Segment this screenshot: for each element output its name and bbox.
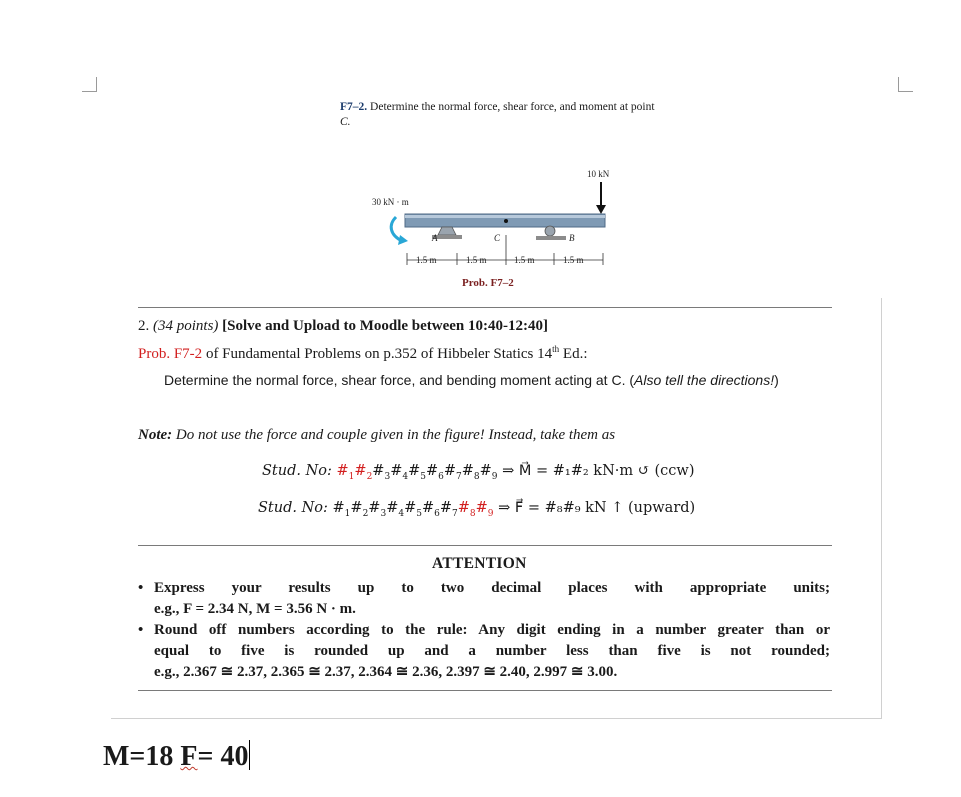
moment-arrowhead-icon — [398, 235, 408, 245]
task-main: Determine the normal force, shear force, and bending moment acting at C. ( — [164, 372, 635, 388]
load-label: 10 kN — [587, 169, 610, 179]
bullet-1-line-1: • Express your results up to two decimal places with appropriate units; — [138, 580, 830, 596]
problem-point: C. — [340, 116, 351, 128]
figure-caption: Prob. F7–2 — [462, 277, 514, 289]
bullet-2-text-2: equal to five is rounded up and a number less than five is not rounded; — [154, 643, 830, 659]
attention-title: ATTENTION — [432, 555, 527, 572]
bullet-2-line-2 — [138, 641, 830, 662]
bullet-1-text-2: e.g., F = 2.34 N, M = 3.56 N · m. — [154, 601, 356, 617]
reference-end: Ed.: — [562, 346, 588, 362]
page-corner-top-right — [898, 77, 913, 92]
beam-highlight — [405, 215, 605, 218]
task-italic: Also tell the directions! — [634, 372, 775, 388]
divider-attention-bottom — [138, 690, 832, 691]
formula-force: Stud. No: $\#_1\#_2\#_3\#_4\#_5\#_6\#_7\#_8\#_9$ ⇒ F⃗ = #₈#₉ kN ↑ (upward) — [258, 500, 696, 519]
note-text: Do not use the force and couple given in the figure! Instead, take them as — [175, 427, 616, 443]
bullet-2-text-1: Round off numbers according to the rule: Any digit ending in a number greater than or — [154, 622, 830, 638]
dim-3: 1.5 m — [514, 255, 535, 265]
attention-list — [138, 578, 830, 683]
moment-label: 30 kN · m — [372, 197, 409, 207]
bullet-2-line-3 — [138, 662, 830, 683]
bullet-1-line-2 — [138, 599, 830, 620]
reference-line — [138, 344, 588, 363]
divider-top — [138, 307, 832, 308]
reference-prob: Prob. F7-2 — [138, 346, 203, 362]
formula2-prefix: Stud. No: — [258, 500, 333, 516]
divider-attention-top — [138, 545, 832, 546]
problem-header — [340, 100, 660, 130]
dim-4: 1.5 m — [563, 255, 584, 265]
load-arrowhead-icon — [596, 205, 606, 214]
reference-sup: th — [552, 344, 560, 354]
dim-1: 1.5 m — [416, 255, 437, 265]
bullet-1-text-1: Express your results up to two decimal places with appropriate units; — [154, 580, 830, 596]
formula2-result: ⇒ F⃗ = #₈#₉ kN ↑ (upward) — [498, 500, 696, 516]
bullet-2-text-3: e.g., 2.367 ≅ 2.37, 2.365 ≅ 2.37, 2.364 ≅ 2.36, 2.397 ≅ 2.40, 2.997 ≅ 3.00. — [154, 664, 618, 680]
dim-2: 1.5 m — [466, 255, 487, 265]
problem-number: F7–2. — [340, 101, 368, 113]
answer-f-letter: F — [180, 741, 198, 772]
formula1-prefix: Stud. No: — [262, 463, 337, 479]
note-line — [138, 427, 615, 444]
question-number: 2. — [138, 318, 150, 334]
point-c-dot — [504, 219, 508, 223]
text-cursor — [249, 740, 250, 770]
bullet-2-line-1: • Round off numbers according to the rule: Any digit ending in a number greater than or — [138, 622, 830, 638]
answer-text[interactable] — [103, 740, 250, 773]
question-points: (34 points) — [153, 318, 219, 334]
task-text — [164, 370, 834, 390]
formula-moment: Stud. No: $\#_1\#_2\#_3\#_4\#_5\#_6\#_7\#_8\#_9$ ⇒ M⃗ = #₁#₂ kN·m ↺ (ccw) — [262, 463, 695, 482]
beam-figure — [360, 165, 630, 295]
reference-text: of Fundamental Problems on p.352 of Hibbeler Statics 14 — [205, 346, 553, 362]
formula1-result: ⇒ M⃗ = #₁#₂ kN·m ↺ (ccw) — [502, 463, 695, 479]
problem-text: Determine the normal force, shear force, and moment at point — [370, 101, 655, 113]
task-close: ) — [774, 372, 779, 388]
question-instruction: [Solve and Upload to Moodle between 10:40-12:40] — [222, 318, 548, 334]
answer-f-value: = 40 — [197, 741, 249, 772]
support-b-icon — [536, 226, 566, 240]
support-b-label: B — [569, 233, 575, 243]
support-a-label: A — [432, 233, 438, 243]
page-corner-top-left — [82, 77, 97, 92]
point-c-label: C — [494, 233, 501, 243]
question-line — [138, 318, 548, 335]
answer-m: M=18 — [103, 741, 181, 772]
note-label: Note: — [138, 427, 173, 443]
